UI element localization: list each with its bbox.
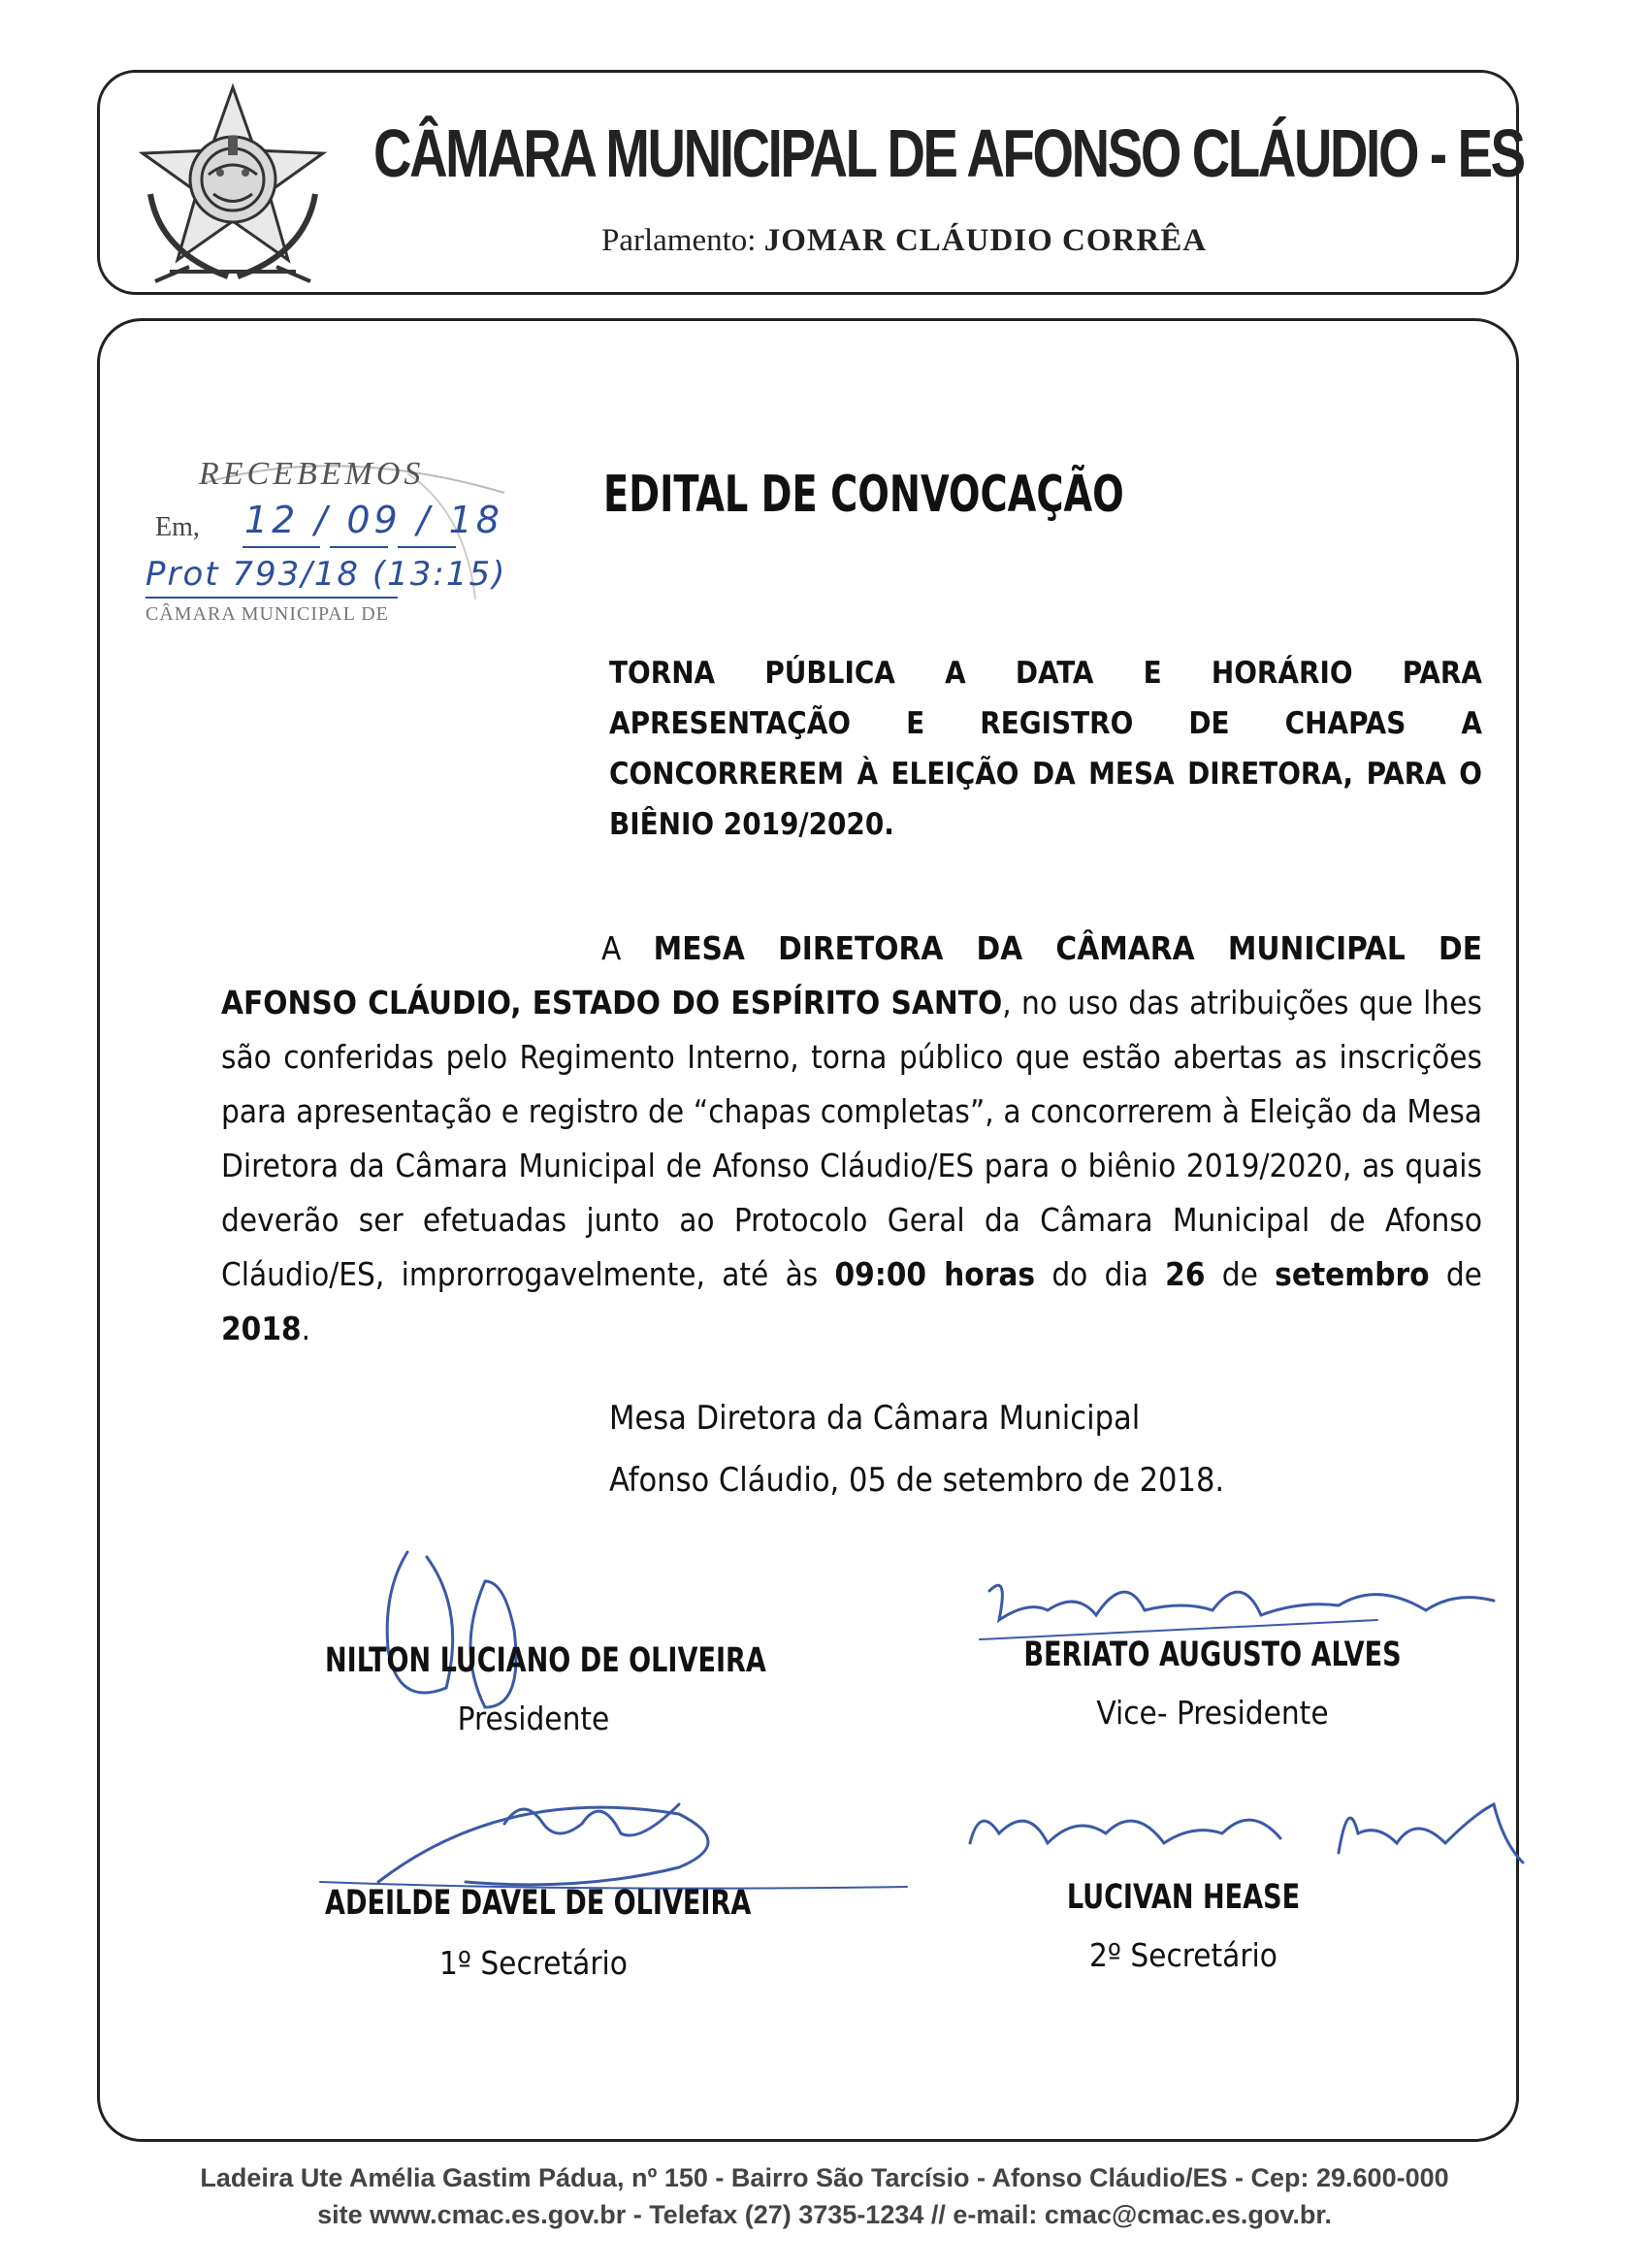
footer-address: Ladeira Ute Amélia Gastim Pádua, nº 150 - Bairro São Tarcísio - Afonso Cláudio/ES - Cep: 29.600-000 [200,2163,1449,2192]
body-lead: A [601,929,622,967]
signatory-president [291,1641,776,1680]
body-month: setembro [1275,1255,1430,1293]
body-end: . [301,1310,311,1347]
body-text-2: do dia [1051,1255,1148,1293]
closing-line-2: Afonso Cláudio, 05 de setembro de 2018. [609,1461,1225,1500]
body-text-4: de [1445,1255,1482,1293]
signatory-second-secretary-role [989,1936,1377,1974]
chamber-title: CÂMARA MUNICIPAL DE AFONSO CLÁUDIO - ES [373,115,1524,191]
document-title: EDITAL DE CONVOCAÇÃO [603,466,1124,524]
document-summary: TORNA PÚBLICA A DATA E HORÁRIO PARA APRESENTAÇÃO E REGISTRO DE CHAPAS A CONCORREREM À ELEIÇÃO DA MESA DIRETORA, PARA O BIÊNIO 2019/2020. [609,656,1482,842]
state-crest-icon [131,78,335,291]
signatory-role: Presidente [457,1700,610,1737]
signatory-first-secretary-role [291,1944,776,1982]
signatory-role: 1º Secretário [439,1944,628,1982]
signatory-president-role [291,1700,776,1737]
body-org: MESA DIRETORA DA CÂMARA MUNICIPAL DE AFONSO CLÁUDIO, ESTADO DO ESPÍRITO SANTO [221,929,1482,1021]
body-text-3: de [1221,1255,1258,1293]
signatory-role: 2º Secretário [1089,1936,1277,1974]
body-time: 09:00 horas [834,1255,1036,1293]
stamp-protocol: Prot 793/18 (13:15) [146,555,507,594]
body-paragraph [221,922,1482,1356]
parliament-line [601,223,1207,259]
signatory-name: LUCIVAN HEASE [1066,1878,1301,1917]
signatory-role: Vice- Presidente [1096,1694,1329,1732]
signatory-first-secretary [291,1884,776,1923]
signatory-name: ADEILDE DAVEL DE OLIVEIRA [325,1884,752,1923]
stamp-chamber: CÂMARA MUNICIPAL DE [146,603,389,625]
signatory-second-secretary [989,1878,1377,1917]
signatory-vice-president-role [989,1694,1436,1732]
stamp-title: RECEBEMOS [199,456,425,492]
signatory-vice-president [989,1636,1436,1674]
body-year: 2018 [221,1310,302,1347]
footer-contact: site www.cmac.es.gov.br - Telefax (27) 3735-1234 // e-mail: cmac@cmac.es.gov.br. [317,2200,1332,2229]
body-text-1: , no uso das atribuições que lhes são conferidas pelo Regimento Interno, torna público que estão abertas as inscrições para apresentação e registro de “chapas completas”, a concorrerem à Eleição da Mesa Diretora da Câmara Municipal de Afonso Cláudio/ES para o biênio 2019/2020, as quais deverão ser efetuadas junto ao Protocolo Geral da Câmara Municipal de Afonso Cláudio/ES, improrrogavelmente, até às [221,984,1482,1293]
closing-line-1: Mesa Diretora da Câmara Municipal [609,1399,1141,1438]
signatory-name: NILTON LUCIANO DE OLIVEIRA [325,1641,766,1680]
parliament-name: JOMAR CLÁUDIO CORRÊA [763,223,1208,258]
stamp-em-label: Em, [155,512,200,542]
signatory-name: BERIATO AUGUSTO ALVES [1023,1636,1402,1674]
parliament-label: Parlamento: [601,223,757,258]
body-day: 26 [1165,1255,1206,1293]
stamp-date: 12 / 09 / 18 [244,499,503,541]
